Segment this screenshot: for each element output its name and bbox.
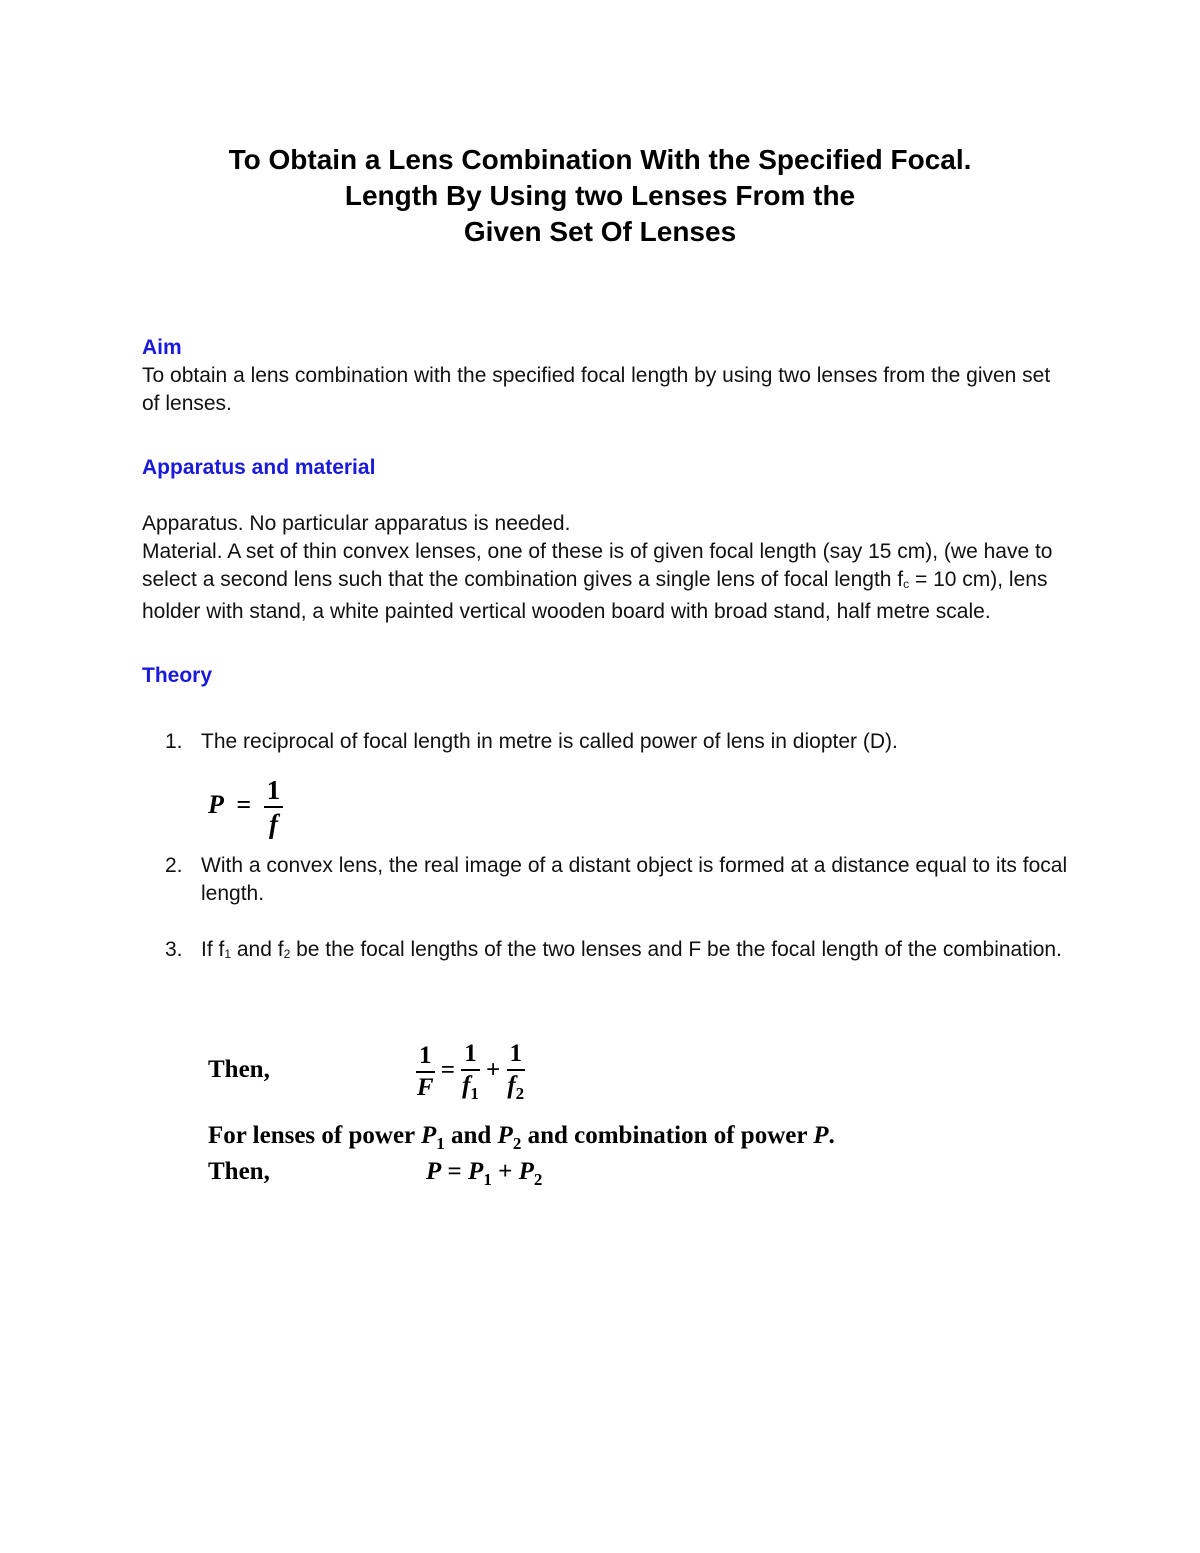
power-combination-line: For lenses of power $P_1$ and $P_2$ and combination of power P. bbox=[208, 1122, 835, 1153]
apparatus-section bbox=[142, 454, 1072, 626]
list-item: 2. With a convex lens, the real image of a distant object is formed at a distance equal to its focal length. bbox=[165, 854, 1068, 905]
theory-item-text: If f1 and f2 be the focal lengths of the two lenses and F be the focal length of the combination. bbox=[201, 938, 1062, 961]
material-text: Material. A set of thin convex lenses, one of these is of given focal length (say 15 cm), (we have to select a second lens such that the combination gives a single lens of focal length fc = 10 cm), lens holder with stand, a white painted vertical wooden board with broad stand, half metre scale. bbox=[142, 540, 1053, 623]
title-line-3: Given Set Of Lenses bbox=[463, 216, 737, 247]
theory-item-text: With a convex lens, the real image of a distant object is formed at a distance equal to its focal length. bbox=[201, 854, 1068, 905]
theory-heading: Theory bbox=[142, 664, 213, 687]
theory-list bbox=[142, 728, 1072, 968]
aim-text: To obtain a lens combination with the specified focal length by using two lenses from the given set of lenses. bbox=[142, 364, 1051, 415]
theory-item-text: The reciprocal of focal length in metre is called power of lens in diopter (D). bbox=[201, 730, 898, 753]
aim-section bbox=[142, 334, 1072, 418]
document-body bbox=[142, 334, 1072, 968]
then-label: Then, bbox=[208, 1158, 270, 1185]
aim-heading: Aim bbox=[142, 336, 182, 359]
then-label: Then, bbox=[208, 1056, 270, 1083]
power-equation: P = $\frac{1}{f}$ bbox=[208, 775, 283, 839]
document-title bbox=[0, 142, 1200, 250]
power-sum-equation: $P = P_1 + P_2$ bbox=[426, 1158, 543, 1189]
list-item: 3. If f1 and f2 be the focal lengths of the two lenses and F be the focal length of the combination. bbox=[165, 938, 1062, 961]
apparatus-heading: Apparatus and material bbox=[142, 456, 376, 479]
list-item: 1. The reciprocal of focal length in metre is called power of lens in diopter (D). bbox=[165, 730, 898, 753]
lens-equation: $\frac{1}{F}$ = $\frac{1}{f_1}$ + $\frac{1}{f_2}$ bbox=[416, 1040, 525, 1103]
apparatus-line: Apparatus. No particular apparatus is needed. bbox=[142, 512, 571, 535]
title-line-1: To Obtain a Lens Combination With the Specified Focal. bbox=[228, 144, 972, 175]
title-line-2: Length By Using two Lenses From the bbox=[344, 180, 856, 211]
combination-formula-block bbox=[208, 1040, 1008, 1198]
